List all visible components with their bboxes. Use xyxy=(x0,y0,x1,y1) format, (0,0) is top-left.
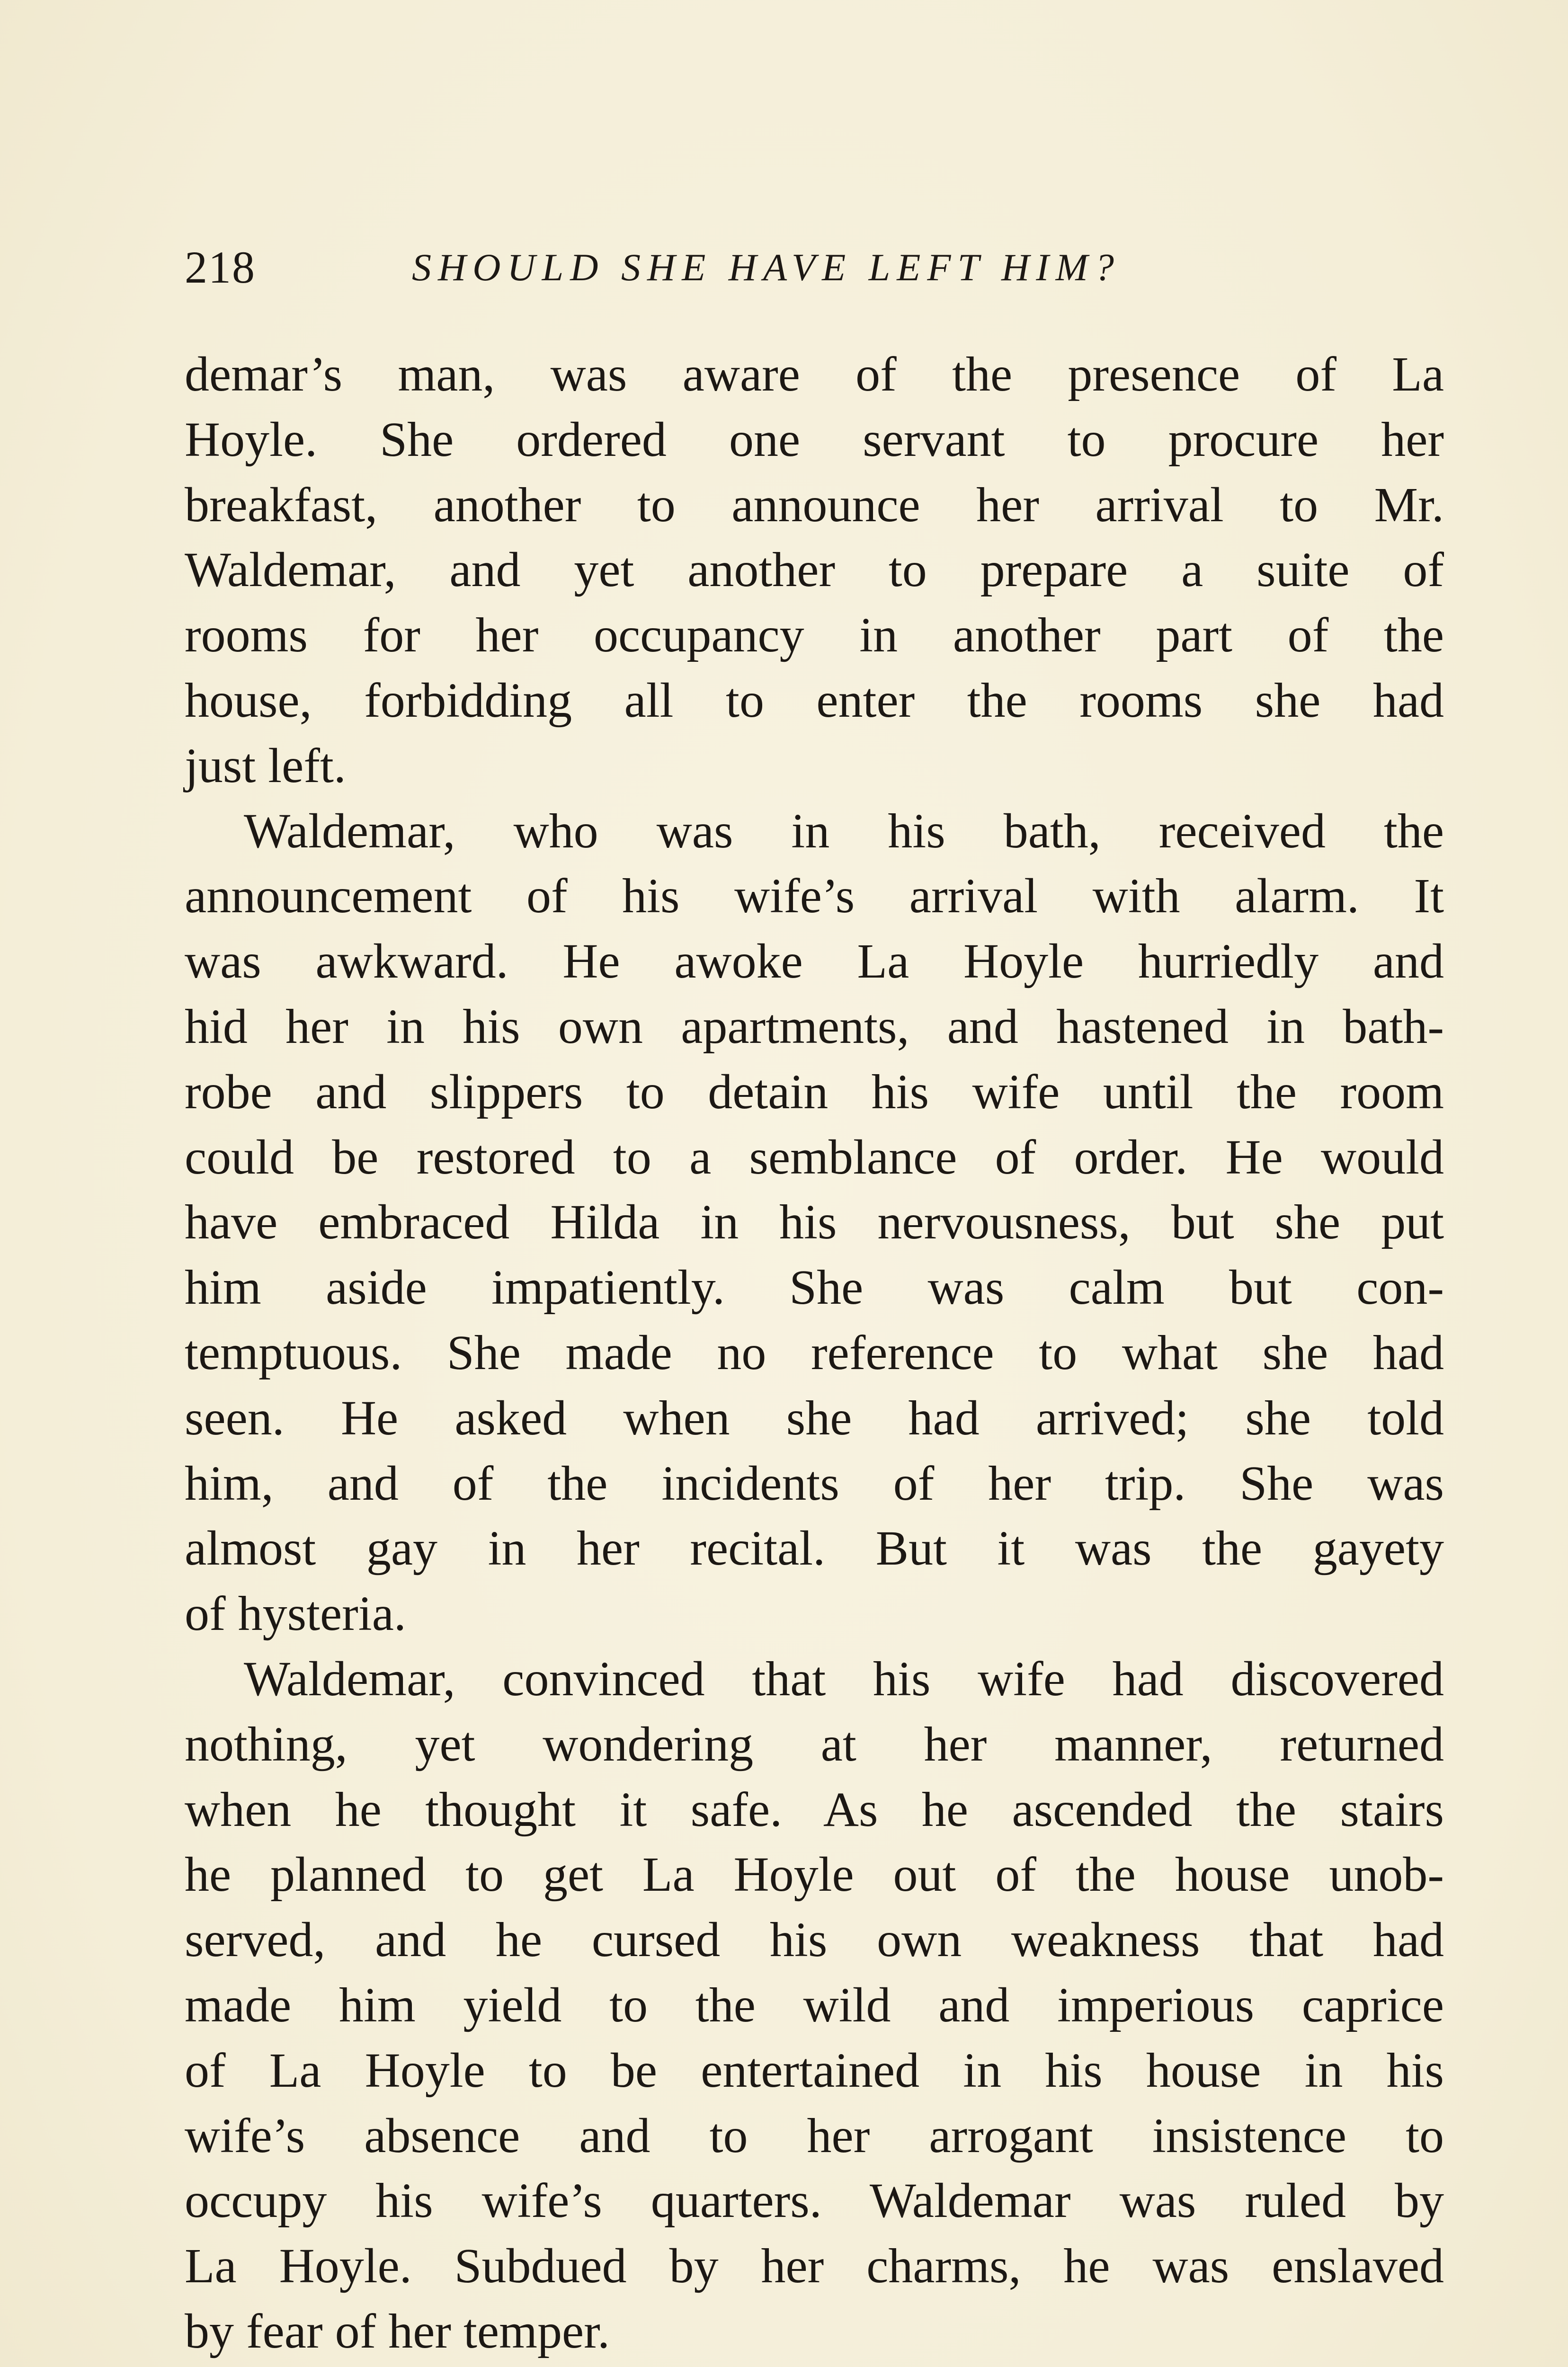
text-line: nothing, yet wondering at her manner, returned xyxy=(185,1717,1444,1771)
text-line: hid her in his own apartments, and hastened in bath- xyxy=(185,999,1444,1054)
text-line: made him yield to the wild and imperious caprice xyxy=(185,1977,1444,2032)
text-line: demar’s man, was aware of the presence of La xyxy=(185,347,1444,401)
text-line: have embraced Hilda in his nervousness, but she put xyxy=(185,1195,1444,1250)
text-line: him aside impatiently. She was calm but con- xyxy=(185,1260,1444,1315)
text-line: robe and slippers to detain his wife until the room xyxy=(185,1064,1444,1119)
text-line: of La Hoyle to be entertained in his house in his xyxy=(185,2043,1444,2098)
text-line: almost gay in her recital. But it was the gayety xyxy=(185,1521,1444,1576)
text-line: La Hoyle. Subdued by her charms, he was enslaved xyxy=(185,2239,1444,2294)
text-line: of hysteria. xyxy=(185,1586,406,1641)
text-line: when he thought it safe. As he ascended the stairs xyxy=(185,1782,1444,1837)
text-line: him, and of the incidents of her trip. She was xyxy=(185,1456,1444,1511)
text-line: Waldemar, and yet another to prepare a suite of xyxy=(185,543,1444,597)
text-line: occupy his wife’s quarters. Waldemar was ruled by xyxy=(185,2173,1444,2228)
text-line: Waldemar, who was in his bath, received the xyxy=(244,803,1444,858)
text-line: was awkward. He awoke La Hoyle hurriedly and xyxy=(185,934,1444,989)
text-line: seen. He asked when she had arrived; she told xyxy=(185,1390,1444,1445)
text-line: house, forbidding all to enter the rooms she had xyxy=(185,673,1444,728)
text-line: rooms for her occupancy in another part of the xyxy=(185,608,1444,663)
text-line: he planned to get La Hoyle out of the house unob- xyxy=(185,1847,1444,1902)
text-line: wife’s absence and to her arrogant insistence to xyxy=(185,2108,1444,2163)
text-line: breakfast, another to announce her arrival to Mr. xyxy=(185,477,1444,532)
page-number: 218 xyxy=(185,242,256,293)
running-header xyxy=(185,239,1444,296)
text-line: could be restored to a semblance of order. He would xyxy=(185,1130,1444,1184)
running-title: SHOULD SHE HAVE LEFT HIM? xyxy=(412,246,1121,289)
text-line: announcement of his wife’s arrival with alarm. It xyxy=(185,869,1444,924)
text-line: Waldemar, convinced that his wife had discovered xyxy=(244,1651,1444,1706)
body-text xyxy=(185,342,1444,2364)
text-line: by fear of her temper. xyxy=(185,2304,610,2358)
text-line: just left. xyxy=(185,738,346,793)
text-line: Hoyle. She ordered one servant to procure her xyxy=(185,412,1444,467)
text-line: temptuous. She made no reference to what she had xyxy=(185,1325,1444,1380)
text-line: served, and he cursed his own weakness that had xyxy=(185,1913,1444,1967)
